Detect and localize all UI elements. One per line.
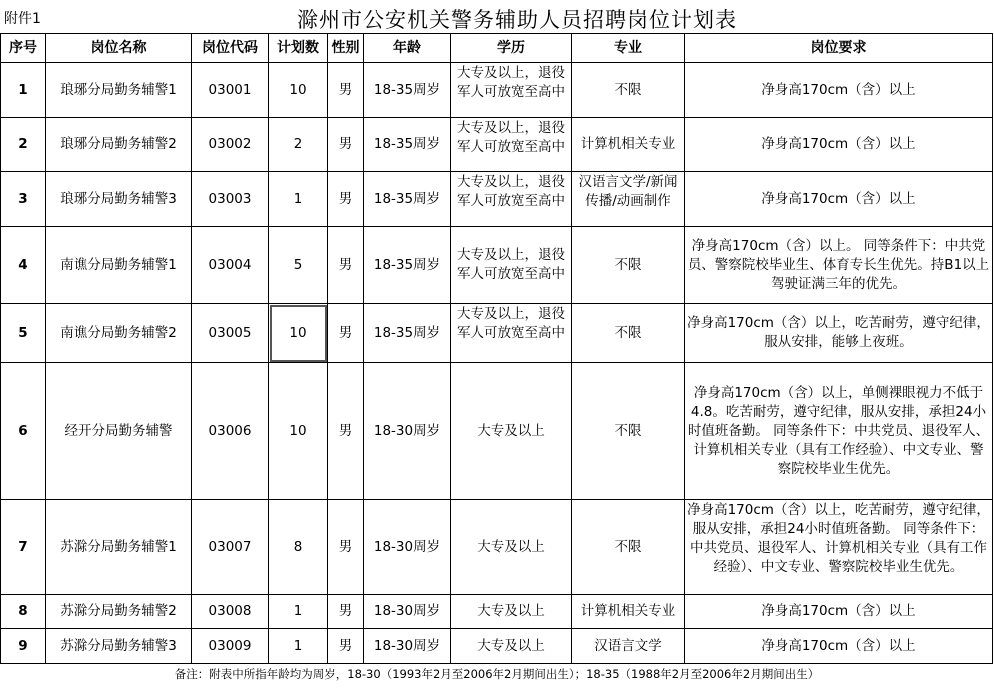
cell-gender[interactable]: 男 — [328, 629, 364, 664]
cell-age[interactable]: 18-35周岁 — [364, 63, 451, 118]
cell-requirements[interactable]: 净身高170cm（含）以上，单侧裸眼视力不低于4.8。吃苦耐劳，遵守纪律，服从安排，承担24小时值班备勤。 同等条件下：中共党员、退役军人、计算机相关专业（具有工作经验）、中文专业、警察院校毕业生优先。 — [685, 363, 993, 500]
table-row — [1, 227, 993, 304]
cell-post-name[interactable]: 琅琊分局勤务辅警2 — [46, 118, 192, 172]
cell-post-code[interactable]: 03001 — [192, 63, 269, 118]
cell-post-code[interactable]: 03005 — [192, 304, 269, 363]
cell-education[interactable] — [451, 118, 572, 172]
cell-plan-count[interactable]: 10 — [269, 63, 328, 118]
header-age: 年龄 — [364, 34, 451, 63]
cell-education[interactable] — [451, 172, 572, 227]
cell-education[interactable]: 大专及以上 — [451, 629, 572, 664]
cell-education[interactable] — [451, 304, 572, 363]
cell-major[interactable]: 汉语言文学 — [572, 629, 685, 664]
cell-age[interactable]: 18-30周岁 — [364, 595, 451, 629]
cell-post-code[interactable]: 03004 — [192, 227, 269, 304]
table-row — [1, 500, 993, 595]
cell-post-code[interactable]: 03002 — [192, 118, 269, 172]
cell-post-code[interactable]: 03008 — [192, 595, 269, 629]
cell-age[interactable]: 18-30周岁 — [364, 629, 451, 664]
cell-requirements[interactable] — [685, 500, 993, 595]
header-post-code: 岗位代码 — [192, 34, 269, 63]
cell-education[interactable]: 大专及以上，退役军人可放宽至高中 — [451, 227, 572, 304]
cell-post-name[interactable]: 南谯分局勤务辅警2 — [46, 304, 192, 363]
cell-age[interactable]: 18-30周岁 — [364, 500, 451, 595]
cell-requirements[interactable]: 净身高170cm（含）以上 — [685, 118, 993, 172]
attachment-label: 附件1 — [4, 11, 41, 27]
cell-seq[interactable]: 9 — [1, 629, 46, 664]
cell-plan-count-selected[interactable]: 10 — [269, 304, 328, 363]
cell-gender[interactable]: 男 — [328, 118, 364, 172]
education-text: 大专及以上，退役军人可放宽至高中 — [457, 65, 565, 100]
cell-plan-count[interactable]: 2 — [269, 118, 328, 172]
cell-plan-count[interactable]: 5 — [269, 227, 328, 304]
cell-seq[interactable]: 3 — [1, 172, 46, 227]
cell-plan-count[interactable]: 1 — [269, 172, 328, 227]
table-row — [1, 63, 993, 118]
cell-education[interactable]: 大专及以上 — [451, 363, 572, 500]
cell-post-name[interactable]: 琅琊分局勤务辅警3 — [46, 172, 192, 227]
cell-gender[interactable]: 男 — [328, 595, 364, 629]
cell-post-name[interactable]: 苏滁分局勤务辅警2 — [46, 595, 192, 629]
cell-post-name[interactable]: 苏滁分局勤务辅警1 — [46, 500, 192, 595]
cell-post-name[interactable]: 苏滁分局勤务辅警3 — [46, 629, 192, 664]
cell-seq[interactable]: 6 — [1, 363, 46, 500]
cell-seq[interactable]: 8 — [1, 595, 46, 629]
cell-gender[interactable]: 男 — [328, 363, 364, 500]
cell-major[interactable] — [572, 172, 685, 227]
cell-post-code[interactable]: 03007 — [192, 500, 269, 595]
education-text: 大专及以上，退役军人可放宽至高中 — [457, 305, 565, 341]
cell-major[interactable]: 计算机相关专业 — [572, 118, 685, 172]
recruitment-plan-table — [0, 33, 993, 664]
table-row — [1, 629, 993, 664]
cell-post-name[interactable]: 琅琊分局勤务辅警1 — [46, 63, 192, 118]
cell-age[interactable]: 18-35周岁 — [364, 304, 451, 363]
cell-post-code[interactable]: 03006 — [192, 363, 269, 500]
cell-age[interactable]: 18-35周岁 — [364, 227, 451, 304]
cell-plan-count[interactable]: 10 — [269, 363, 328, 500]
table-row — [1, 118, 993, 172]
cell-seq[interactable]: 2 — [1, 118, 46, 172]
cell-plan-count[interactable]: 8 — [269, 500, 328, 595]
cell-gender[interactable]: 男 — [328, 227, 364, 304]
cell-post-code[interactable]: 03009 — [192, 629, 269, 664]
table-row — [1, 363, 993, 500]
cell-education[interactable]: 大专及以上 — [451, 500, 572, 595]
major-text: 汉语言文学/新闻传播/动画制作 — [578, 174, 678, 209]
cell-requirements[interactable]: 净身高170cm（含）以上 — [685, 63, 993, 118]
cell-seq[interactable]: 4 — [1, 227, 46, 304]
table-row — [1, 595, 993, 629]
header-plan-count: 计划数 — [269, 34, 328, 63]
header-requirements: 岗位要求 — [685, 34, 993, 63]
cell-seq[interactable]: 1 — [1, 63, 46, 118]
table-row — [1, 172, 993, 227]
cell-post-code[interactable]: 03003 — [192, 172, 269, 227]
footnote: 备注：附表中所指年龄均为周岁，18-30（1993年2月至2006年2月期间出生）；18-35（1988年2月至2006年2月期间出生） — [174, 667, 820, 681]
requirements-text: 净身高170cm（含）以上，吃苦耐劳，遵守纪律，服从安排，承担24小时值班备勤。 同等条件下：中共党员、退役军人、计算机相关专业（具有工作经验）、中文专业、警察院校毕业生优先。 — [687, 502, 990, 575]
header-seq: 序号 — [1, 34, 46, 63]
cell-post-name[interactable]: 南谯分局勤务辅警1 — [46, 227, 192, 304]
cell-gender[interactable]: 男 — [328, 304, 364, 363]
cell-major[interactable]: 计算机相关专业 — [572, 595, 685, 629]
cell-age[interactable]: 18-30周岁 — [364, 363, 451, 500]
cell-age[interactable]: 18-35周岁 — [364, 118, 451, 172]
cell-major[interactable]: 不限 — [572, 500, 685, 595]
header-major: 专业 — [572, 34, 685, 63]
cell-major[interactable]: 不限 — [572, 304, 685, 363]
cell-major[interactable]: 不限 — [572, 363, 685, 500]
cell-requirements[interactable]: 净身高170cm（含）以上 — [685, 595, 993, 629]
cell-gender[interactable]: 男 — [328, 63, 364, 118]
header-education: 学历 — [451, 34, 572, 63]
table-row — [1, 304, 993, 363]
cell-seq[interactable]: 7 — [1, 500, 46, 595]
cell-requirements[interactable]: 净身高170cm（含）以上 — [685, 172, 993, 227]
cell-age[interactable]: 18-35周岁 — [364, 172, 451, 227]
table-header-row — [1, 34, 993, 63]
header-gender: 性别 — [328, 34, 364, 63]
page-title: 滁州市公安机关警务辅助人员招聘岗位计划表 — [297, 8, 737, 32]
header-post-name: 岗位名称 — [46, 34, 192, 63]
education-text: 大专及以上，退役军人可放宽至高中 — [457, 120, 565, 155]
cell-requirements[interactable]: 净身高170cm（含）以上。 同等条件下：中共党员、警察院校毕业生、体育专长生优先。持B1以上驾驶证满三年的优先。 — [685, 227, 993, 304]
cell-major[interactable]: 不限 — [572, 227, 685, 304]
cell-plan-count[interactable]: 1 — [269, 595, 328, 629]
cell-education[interactable] — [451, 63, 572, 118]
education-text: 大专及以上，退役军人可放宽至高中 — [457, 174, 565, 209]
cell-major[interactable]: 不限 — [572, 63, 685, 118]
cell-requirements[interactable]: 净身高170cm（含）以上，吃苦耐劳，遵守纪律，服从安排，能够上夜班。 — [685, 304, 993, 363]
cell-requirements[interactable]: 净身高170cm（含）以上 — [685, 629, 993, 664]
cell-post-name[interactable]: 经开分局勤务辅警 — [46, 363, 192, 500]
cell-plan-count[interactable]: 1 — [269, 629, 328, 664]
cell-gender[interactable]: 男 — [328, 500, 364, 595]
cell-seq[interactable]: 5 — [1, 304, 46, 363]
cell-education[interactable]: 大专及以上 — [451, 595, 572, 629]
cell-gender[interactable]: 男 — [328, 172, 364, 227]
